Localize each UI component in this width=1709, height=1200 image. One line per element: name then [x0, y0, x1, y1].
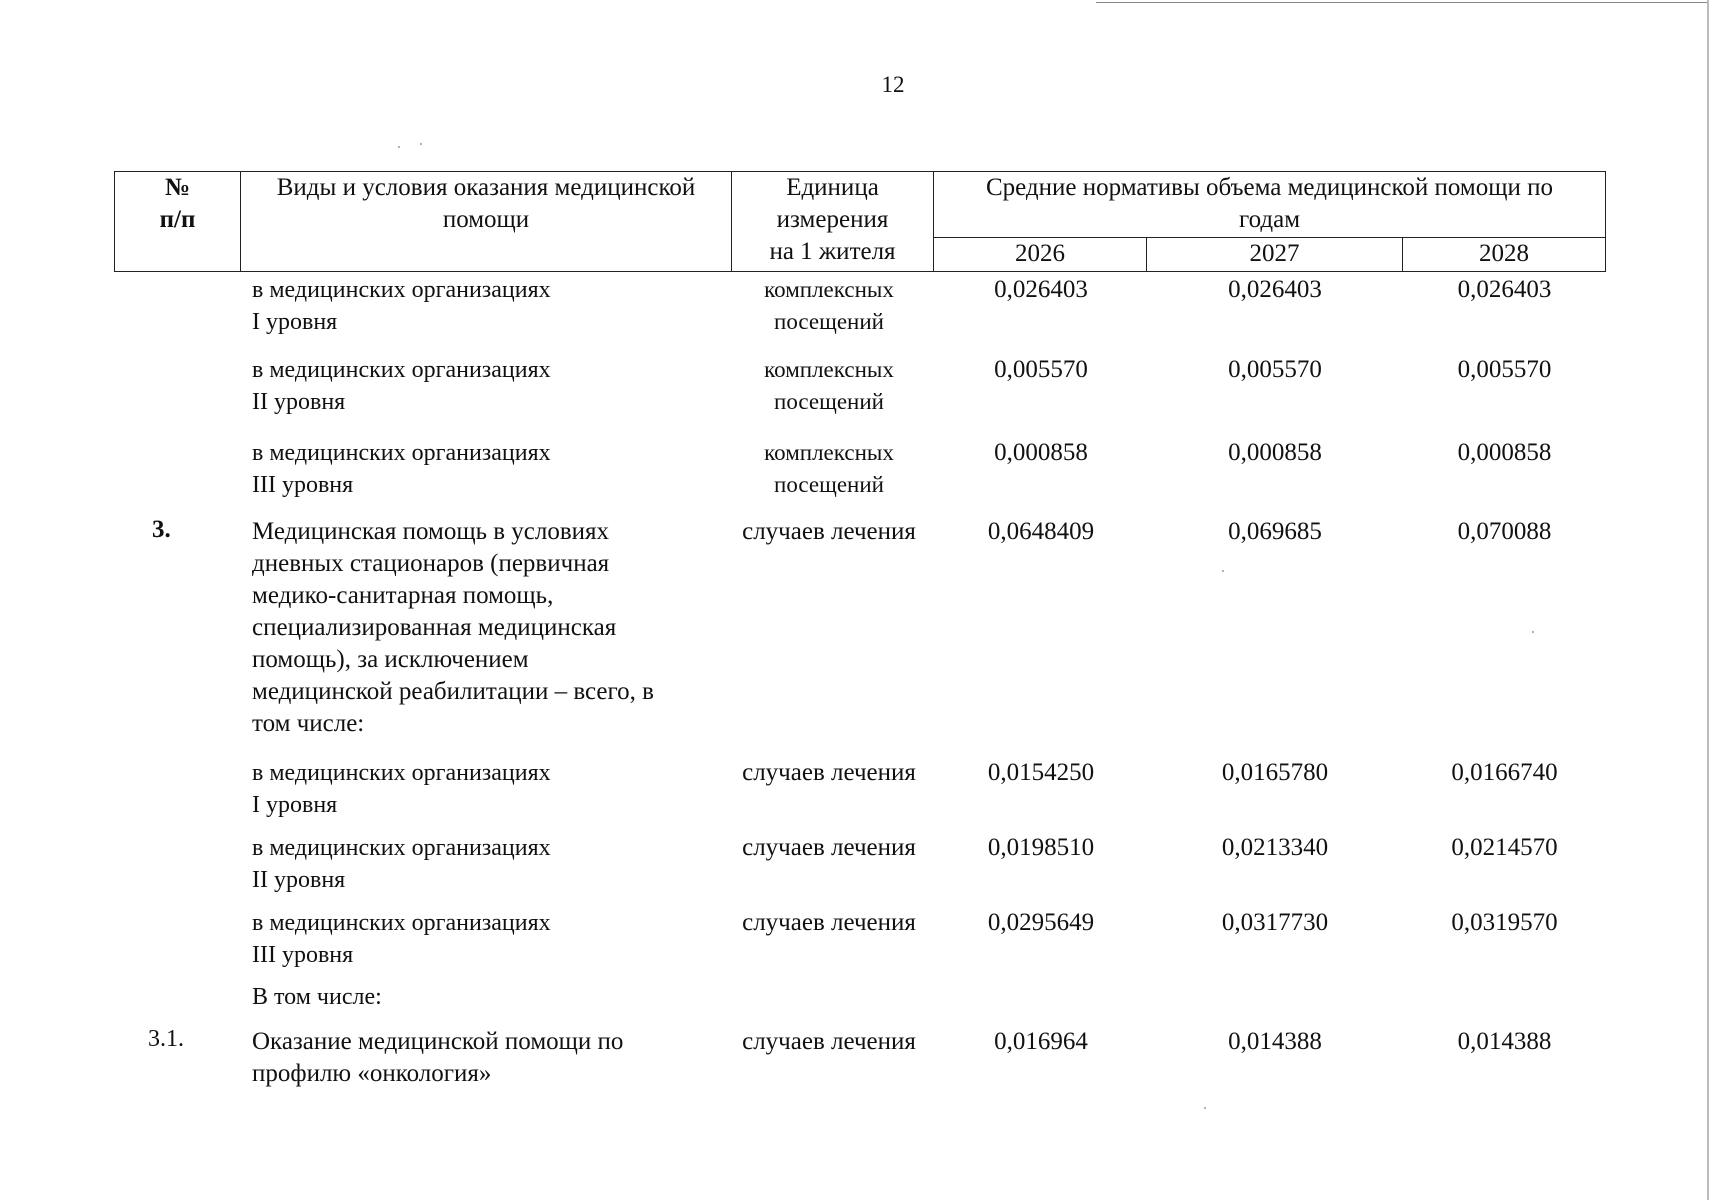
page-number: 12	[881, 72, 905, 97]
value-2028: 0,070088	[1457, 518, 1552, 545]
row-name-line: профилю «онкология»	[252, 1060, 492, 1087]
row-name-line: дневных стационаров (первичная	[252, 550, 610, 577]
row-name-line: в медицинских организациях	[252, 440, 551, 466]
header-number-label: п/п	[159, 206, 196, 233]
row-name	[252, 354, 722, 418]
row-name-line: II уровня	[252, 389, 346, 415]
row-name-line: помощь), за исключением	[252, 646, 529, 673]
row-name-line: медико-санитарная помощь,	[252, 582, 554, 609]
row-name	[252, 981, 722, 1013]
header-number-label: №	[164, 174, 191, 201]
row-name-line: в медицинских организациях	[252, 357, 551, 383]
row-name-line: специализированная медицинская	[252, 614, 617, 641]
row-name-line: I уровня	[252, 309, 338, 335]
value-2026: 0,005570	[994, 356, 1088, 383]
row-name-line: III уровня	[252, 942, 354, 968]
value-2026: 0,0648409	[987, 518, 1095, 545]
value-2026: 0,0154250	[987, 759, 1095, 786]
row-unit	[720, 757, 938, 789]
value-2028: 0,000858	[1457, 439, 1552, 466]
value-2027: 0,069685	[1228, 518, 1322, 545]
row-name-line: В том числе:	[252, 984, 382, 1010]
row-unit-line: случаев лечения	[742, 518, 916, 545]
row-unit-line: случаев лечения	[742, 759, 916, 786]
header-unit-label: на 1 жителя	[769, 238, 896, 265]
row-name-line: медицинской реабилитации – всего, в	[252, 678, 654, 705]
value-2027: 0,014388	[1228, 1028, 1322, 1055]
value-2028: 0,0214570	[1451, 834, 1558, 861]
row-name	[252, 757, 722, 821]
value-2027: 0,005570	[1228, 356, 1322, 383]
value-2027: 0,0317730	[1221, 909, 1329, 936]
row-name-line: II уровня	[252, 867, 346, 893]
header-year-2026: 2026	[934, 238, 1147, 272]
row-unit-line: случаев лечения	[742, 909, 916, 936]
value-2027: 0,0165780	[1221, 759, 1329, 786]
header-year-2027: 2027	[1147, 238, 1403, 272]
value-2026: 0,016964	[994, 1028, 1088, 1055]
header-type-label: помощи	[442, 206, 530, 233]
value-2028: 0,0319570	[1451, 909, 1558, 936]
value-2028: 0,026403	[1457, 276, 1552, 303]
row-unit-line: посещений	[774, 389, 884, 414]
header-unit-label: Единица	[786, 174, 879, 201]
value-2027: 0,026403	[1228, 276, 1322, 303]
header-year-2028: 2028	[1403, 238, 1606, 272]
value-2028: 0,005570	[1457, 356, 1552, 383]
row-unit-line: случаев лечения	[742, 1028, 916, 1055]
row-unit	[720, 274, 938, 338]
header-type-label: Виды и условия оказания медицинской	[276, 174, 696, 201]
row-unit-line: комплексных	[764, 440, 894, 465]
row-number: 3.	[152, 516, 171, 543]
value-2026: 0,0198510	[987, 834, 1095, 861]
row-unit	[720, 354, 938, 418]
row-unit-line: посещений	[774, 309, 884, 334]
row-unit-line: комплексных	[764, 357, 894, 382]
value-2027: 0,000858	[1228, 439, 1322, 466]
row-name-line: в медицинских организациях	[252, 760, 551, 786]
row-name	[252, 274, 722, 338]
row-name-line: в медицинских организациях	[252, 835, 551, 861]
value-2026: 0,0295649	[987, 909, 1095, 936]
row-number: 3.1.	[148, 1026, 184, 1052]
row-name	[252, 1026, 722, 1090]
row-name	[252, 907, 722, 971]
row-unit	[720, 437, 938, 501]
row-unit	[720, 1026, 938, 1058]
row-name	[252, 832, 722, 896]
row-unit	[720, 516, 938, 548]
value-2028: 0,014388	[1457, 1028, 1552, 1055]
row-name-line: том числе:	[252, 710, 365, 737]
row-unit-line: комплексных	[764, 277, 894, 302]
row-name	[252, 516, 722, 740]
row-name	[252, 437, 722, 501]
value-2026: 0,000858	[994, 439, 1088, 466]
row-name-line: в медицинских организациях	[252, 277, 551, 303]
row-unit	[720, 832, 938, 864]
row-name-line: Оказание медицинской помощи по	[252, 1028, 624, 1055]
row-name-line: Медицинская помощь в условиях	[252, 518, 610, 545]
row-unit-line: посещений	[774, 472, 884, 497]
value-2028: 0,0166740	[1451, 759, 1558, 786]
value-2026: 0,026403	[994, 276, 1088, 303]
header-norms-label: Средние нормативы объема медицинской помощи по	[985, 174, 1554, 201]
row-unit-line: случаев лечения	[742, 834, 916, 861]
value-2027: 0,0213340	[1221, 834, 1329, 861]
row-name-line: I уровня	[252, 792, 338, 818]
row-unit	[720, 907, 938, 939]
row-name-line: в медицинских организациях	[252, 910, 551, 936]
header-unit-label: измерения	[776, 206, 889, 233]
header-norms-label: годам	[1238, 206, 1301, 233]
row-name-line: III уровня	[252, 472, 354, 498]
